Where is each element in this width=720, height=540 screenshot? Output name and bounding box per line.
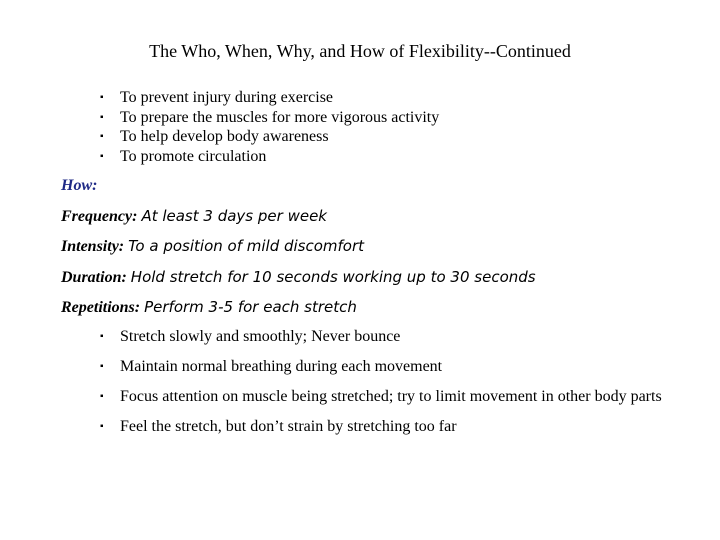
param-label: Frequency:	[61, 208, 138, 225]
square-bullet-icon: ▪	[100, 361, 104, 372]
repetitions-line	[61, 297, 357, 318]
list-item	[100, 88, 439, 108]
param-value: At least 3 days per week	[141, 207, 327, 225]
square-bullet-icon: ▪	[100, 92, 104, 103]
param-value: To a position of mild discomfort	[128, 237, 365, 255]
list-item-text: To prevent injury during exercise	[120, 89, 334, 106]
list-item-text: Maintain normal breathing during each movement	[120, 358, 443, 375]
why-list	[100, 88, 439, 166]
param-label: Repetitions:	[61, 299, 141, 316]
square-bullet-icon: ▪	[100, 131, 104, 142]
square-bullet-icon: ▪	[100, 391, 104, 402]
list-item	[100, 147, 439, 167]
list-item	[100, 127, 439, 147]
list-item-text: Focus attention on muscle being stretched; try to limit movement in other body parts	[120, 388, 662, 405]
square-bullet-icon: ▪	[100, 421, 104, 432]
slide-title: The Who, When, Why, and How of Flexibility--Continued	[149, 41, 571, 61]
square-bullet-icon: ▪	[100, 150, 104, 162]
param-value: Hold stretch for 10 seconds working up to 30 seconds	[130, 268, 536, 286]
list-item-text: To prepare the muscles for more vigorous activity	[120, 108, 440, 126]
square-bullet-icon: ▪	[100, 331, 104, 342]
list-item	[100, 108, 439, 128]
list-item-text: To promote circulation	[120, 147, 267, 165]
duration-line	[61, 267, 536, 288]
list-item-text: Feel the stretch, but don’t strain by stretching too far	[120, 418, 457, 435]
list-item	[100, 417, 670, 437]
how-heading: How:	[61, 177, 98, 194]
list-item	[100, 387, 670, 407]
param-label: Duration:	[61, 269, 127, 286]
frequency-line	[61, 206, 327, 227]
list-item	[100, 357, 670, 377]
tips-list	[100, 327, 670, 447]
list-item	[100, 327, 670, 347]
param-value: Perform 3-5 for each stretch	[144, 298, 357, 316]
list-item-text: To help develop body awareness	[120, 128, 329, 145]
param-label: Intensity:	[61, 238, 125, 255]
list-item-text: Stretch slowly and smoothly; Never bounce	[120, 328, 401, 345]
square-bullet-icon: ▪	[100, 111, 104, 123]
intensity-line	[61, 236, 364, 257]
